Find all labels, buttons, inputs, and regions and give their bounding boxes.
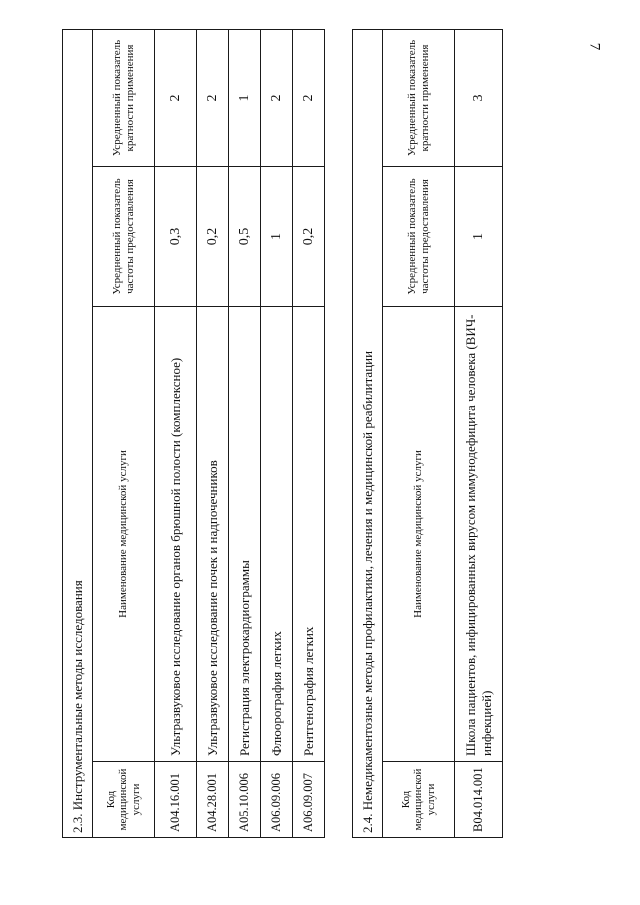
column-header-code: Код медицинской услуги [93, 762, 155, 838]
multiplicity-value: 3 [455, 29, 503, 166]
frequency-value: 0,2 [293, 167, 325, 307]
multiplicity-value: 2 [155, 29, 197, 166]
service-name: Школа пациентов, инфицированных вирусом иммунодефицита человека (ВИЧ-инфекцией) [455, 307, 503, 762]
table-row [261, 29, 293, 837]
table-row [229, 29, 261, 837]
frequency-value: 1 [261, 167, 293, 307]
section-caption: 2.3. Инструментальные методы исследования [63, 29, 93, 837]
frequency-value: 0,3 [155, 167, 197, 307]
service-name: Регистрация электрокардиограммы [229, 307, 261, 762]
frequency-value: 1 [455, 167, 503, 307]
column-header-multiplicity: Усредненный показатель кратности применения [93, 29, 155, 166]
multiplicity-value: 1 [229, 29, 261, 166]
service-name: Ультразвуковое исследование почек и надпочечников [197, 307, 229, 762]
service-code: A04.28.001 [197, 762, 229, 838]
column-header-multiplicity: Усредненный показатель кратности применения [383, 29, 455, 166]
service-code: B04.014.001 [455, 762, 503, 838]
non-drug-methods-table-block [352, 30, 502, 838]
multiplicity-value: 2 [261, 29, 293, 166]
table-row [455, 29, 503, 837]
service-name: Флюорография легких [261, 307, 293, 762]
frequency-value: 0,2 [197, 167, 229, 307]
column-header-name: Наименование медицинской услуги [383, 307, 455, 762]
service-code: A04.16.001 [155, 762, 197, 838]
service-name: Ультразвуковое исследование органов брюшной полости (комплексное) [155, 307, 197, 762]
service-code: A05.10.006 [229, 762, 261, 838]
multiplicity-value: 2 [293, 29, 325, 166]
column-header-code: Код медицинской услуги [383, 762, 455, 838]
column-header-name: Наименование медицинской услуги [93, 307, 155, 762]
table-row [197, 29, 229, 837]
table-row [293, 29, 325, 837]
frequency-value: 0,5 [229, 167, 261, 307]
section-caption: 2.4. Немедикаментозные методы профилактики, лечения и медицинской реабилитации [353, 29, 383, 837]
service-code: A06.09.007 [293, 762, 325, 838]
instrumental-methods-table-block [62, 30, 324, 838]
service-name: Рентгенография легких [293, 307, 325, 762]
page-number: 7 [586, 42, 603, 51]
instrumental-methods-table [62, 29, 325, 838]
non-drug-methods-table [352, 29, 503, 838]
table-row [155, 29, 197, 837]
service-code: A06.09.006 [261, 762, 293, 838]
column-header-frequency: Усредненный показатель частоты предоставления [93, 167, 155, 307]
column-header-frequency: Усредненный показатель частоты предоставления [383, 167, 455, 307]
multiplicity-value: 2 [197, 29, 229, 166]
